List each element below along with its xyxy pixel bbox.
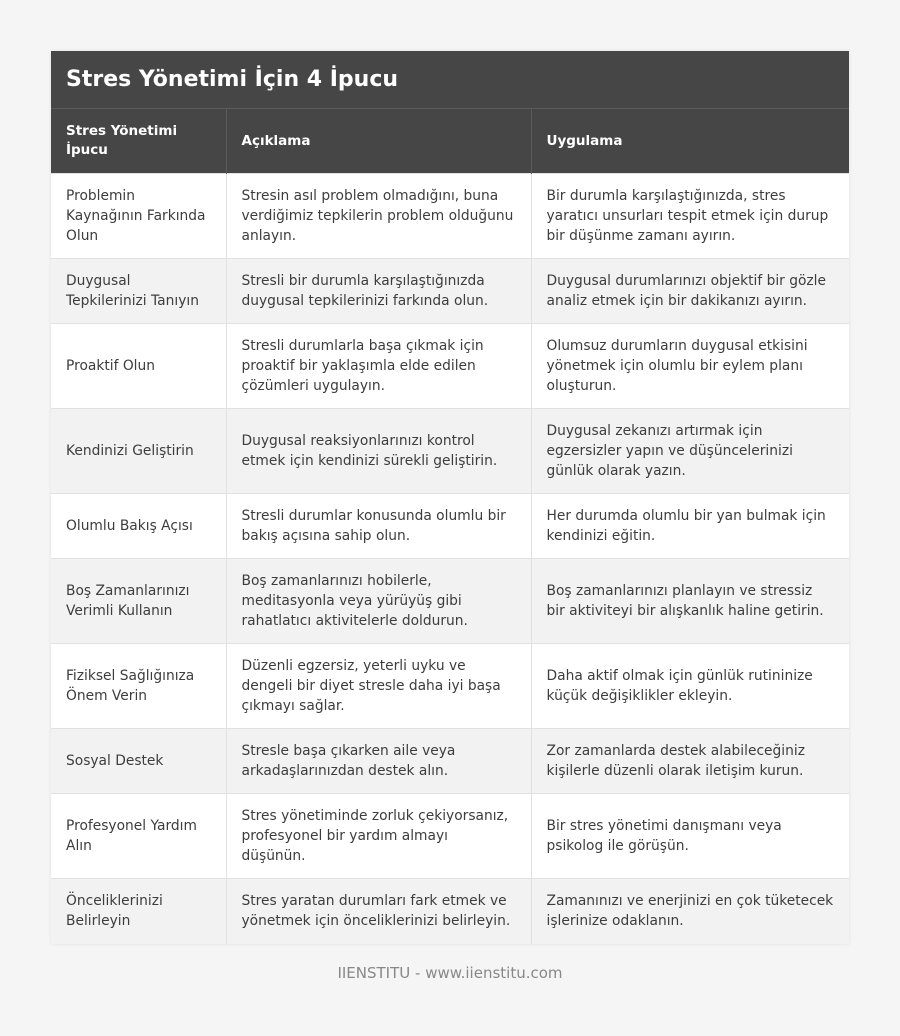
- table-row: [51, 174, 849, 259]
- table-row: [51, 324, 849, 409]
- application-cell: Zor zamanlarda destek alabileceğiniz kişilerle düzenli olarak iletişim kurun.: [531, 729, 849, 794]
- table-row: [51, 879, 849, 944]
- table-row: [51, 644, 849, 729]
- description-cell: Stres yaratan durumları fark etmek ve yönetmek için önceliklerinizi belirleyin.: [226, 879, 531, 944]
- page-title: Stres Yönetimi İçin 4 İpucu: [66, 67, 399, 92]
- tip-cell: Önceliklerinizi Belirleyin: [51, 879, 226, 944]
- table-row: [51, 409, 849, 494]
- column-header-tip: Stres Yönetimi İpucu: [51, 109, 226, 174]
- description-cell: Duygusal reaksiyonlarınızı kontrol etmek için kendinizi sürekli geliştirin.: [226, 409, 531, 494]
- application-cell: Duygusal durumlarınızı objektif bir gözle analiz etmek için bir dakikanızı ayırın.: [531, 259, 849, 324]
- application-cell: Bir durumla karşılaştığınızda, stres yaratıcı unsurları tespit etmek için durup bir düşünme zamanı ayırın.: [531, 174, 849, 259]
- application-cell: Zamanınızı ve enerjinizi en çok tüketecek işlerinize odaklanın.: [531, 879, 849, 944]
- description-cell: Stresle başa çıkarken aile veya arkadaşlarınızdan destek alın.: [226, 729, 531, 794]
- table-header-row: [51, 109, 849, 174]
- description-cell: Boş zamanlarınızı hobilerle, meditasyonla veya yürüyüş gibi rahatlatıcı aktivitelerle doldurun.: [226, 559, 531, 644]
- application-cell: Olumsuz durumların duygusal etkisini yönetmek için olumlu bir eylem planı oluşturun.: [531, 324, 849, 409]
- description-cell: Stresin asıl problem olmadığını, buna verdiğimiz tepkilerin problem olduğunu anlayın.: [226, 174, 531, 259]
- table-row: [51, 729, 849, 794]
- table-row: [51, 494, 849, 559]
- description-cell: Stresli bir durumla karşılaştığınızda duygusal tepkilerinizi farkında olun.: [226, 259, 531, 324]
- application-cell: Daha aktif olmak için günlük rutininize küçük değişiklikler ekleyin.: [531, 644, 849, 729]
- tip-cell: Problemin Kaynağının Farkında Olun: [51, 174, 226, 259]
- description-cell: Stresli durumlar konusunda olumlu bir bakış açısına sahip olun.: [226, 494, 531, 559]
- tips-card: [51, 51, 849, 944]
- tip-cell: Fiziksel Sağlığınıza Önem Verin: [51, 644, 226, 729]
- application-cell: Bir stres yönetimi danışmanı veya psikolog ile görüşün.: [531, 794, 849, 879]
- tip-cell: Boş Zamanlarınızı Verimli Kullanın: [51, 559, 226, 644]
- application-cell: Boş zamanlarınızı planlayın ve stressiz bir aktiviteyi bir alışkanlık haline getirin.: [531, 559, 849, 644]
- tip-cell: Kendinizi Geliştirin: [51, 409, 226, 494]
- tips-table: [51, 109, 849, 944]
- table-row: [51, 794, 849, 879]
- tip-cell: Proaktif Olun: [51, 324, 226, 409]
- footer-credit: IIENSTITU - www.iienstitu.com: [337, 964, 563, 982]
- tip-cell: Duygusal Tepkilerinizi Tanıyın: [51, 259, 226, 324]
- description-cell: Stresli durumlarla başa çıkmak için proaktif bir yaklaşımla elde edilen çözümleri uygulayın.: [226, 324, 531, 409]
- column-header-application: Uygulama: [531, 109, 849, 174]
- application-cell: Her durumda olumlu bir yan bulmak için kendinizi eğitin.: [531, 494, 849, 559]
- table-row: [51, 259, 849, 324]
- application-cell: Duygusal zekanızı artırmak için egzersizler yapın ve düşüncelerinizi günlük olarak yazın.: [531, 409, 849, 494]
- tip-cell: Olumlu Bakış Açısı: [51, 494, 226, 559]
- column-header-description: Açıklama: [226, 109, 531, 174]
- title-bar: [51, 51, 849, 109]
- tip-cell: Profesyonel Yardım Alın: [51, 794, 226, 879]
- table-row: [51, 559, 849, 644]
- tip-cell: Sosyal Destek: [51, 729, 226, 794]
- description-cell: Düzenli egzersiz, yeterli uyku ve dengeli bir diyet stresle daha iyi başa çıkmayı sağlar.: [226, 644, 531, 729]
- description-cell: Stres yönetiminde zorluk çekiyorsanız, profesyonel bir yardım almayı düşünün.: [226, 794, 531, 879]
